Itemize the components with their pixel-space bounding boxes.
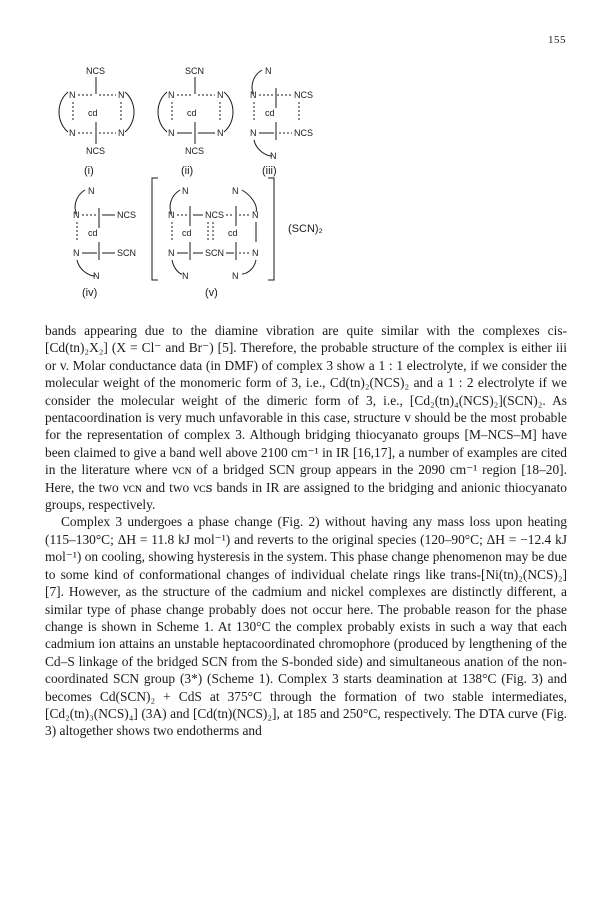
ligand-scn-iv: SCN	[117, 248, 137, 258]
paragraph-2: Complex 3 undergoes a phase change (Fig. 2) without having any mass loss upon heating (115–130°C; ΔH = 11.8 kJ mol⁻¹) and reverts to the original species (120–90°C; ΔH = −12.4 kJ mol⁻¹) on cooling, showing hysteresis in the system. This phase change phenomenon may be due to some kind of conformational changes of individual chelate rings like trans-[Ni(tn)₂(NCS)₂] [7]. However, as the structure of the cadmium and nickel complexes are distinctly different, a similar type of phase change probably does not occur here. The probable reason for the phase change is shown in Scheme 1. At 130°C the complex probably exists in such a way that each cadmium ion attains an unstable heptacoordinated chromophore (produced by lengthening of the Cd–S linkage of the bridged SCN from the S-bonded side) and simultaneous anation of the non-coordinated SCN group (3*) (Scheme 1). Complex 3 starts deamination at 138°C (Fig. 3) and becomes Cd(SCN)₂ + CdS at 375°C through the formation of two stable intermediates, [Cd₂(tn)₃(NCS)₄] (3A) and [Cd(tn)(NCS)₂], at 185 and 250°C, respectively. The DTA curve (Fig. 3) altogether shows two endotherms and	[45, 514, 567, 739]
structure-diagram	[0, 60, 596, 300]
label-ii: (ii)	[181, 165, 194, 177]
body-text	[45, 322, 567, 740]
svg-text:N: N	[232, 271, 239, 281]
structure-i	[59, 66, 134, 177]
ligand-top-ii: SCN	[185, 66, 205, 76]
svg-text:N: N	[118, 128, 125, 138]
structure-iv	[73, 186, 136, 299]
ligand-ncs-a-iii: NCS	[294, 90, 314, 100]
ligand-bottom-ii: NCS	[185, 146, 205, 156]
metal-iv: cd	[88, 228, 98, 238]
ligand-top-i: NCS	[86, 66, 106, 76]
structure-iii	[250, 66, 313, 177]
svg-text:N: N	[232, 186, 239, 196]
n-bottom-iv: N	[93, 271, 100, 281]
svg-text:N: N	[168, 90, 175, 100]
svg-text:N: N	[252, 210, 259, 220]
ligand-bottom-i: NCS	[86, 146, 106, 156]
svg-text:N: N	[168, 128, 175, 138]
svg-text:N: N	[69, 90, 76, 100]
label-i: (i)	[84, 165, 94, 177]
metal-ii: cd	[187, 108, 197, 118]
svg-text:N: N	[217, 128, 224, 138]
svg-text:N: N	[118, 90, 125, 100]
ligand-ncs-b-iii: NCS	[294, 128, 314, 138]
ligand-ncs-iv: NCS	[117, 210, 137, 220]
svg-text:N: N	[168, 248, 175, 258]
metal-v-right: cd	[228, 228, 238, 238]
paragraph-1: bands appearing due to the diamine vibration are quite similar with the complexes cis-[Cd(tn)₂X₂] (X = Cl⁻ and Br⁻) [5]. Therefore, the probable structure of the complex is either iii or v. Molar conductance data (in DMF) of complex 3 show a 1 : 1 electrolyte, if we consider the molecular weight of the monomeric form of 3, i.e., Cd(tn)₂(NCS)₂ and a 1 : 2 electrolyte if we consider the molecular weight of the dimeric form of 3, i.e., [Cd₂(tn)₄(NCS)₂](SCN)₂. As pentacoordination is very much unfavorable in this case, structure v should be the most probable for the representation of complex 3. Although bridging thiocyanato groups [M–NCS–M] have been claimed to give a band well above 2100 cm⁻¹ in IR [16,17], a number of examples are cited in the literature where νᴄɴ of a bridged SCN group appears in the 2090 cm⁻¹ region [18–20]. Here, the two νᴄɴ and two νᴄꜱ bands in IR are assigned to the bridging and anionic thiocyanato groups, respectively.	[45, 323, 567, 513]
svg-text:N: N	[73, 248, 80, 258]
metal-v-left: cd	[182, 228, 192, 238]
label-iii: (iii)	[262, 165, 277, 177]
structure-figures	[0, 60, 596, 300]
label-iv: (iv)	[82, 287, 98, 299]
structure-ii	[158, 66, 233, 177]
svg-text:N: N	[168, 210, 175, 220]
counterion-v: (SCN)₂	[288, 223, 323, 235]
svg-text:N: N	[250, 90, 257, 100]
svg-text:N: N	[217, 90, 224, 100]
n-bottom-iii: N	[270, 151, 277, 161]
metal-i: cd	[88, 108, 98, 118]
metal-iii: cd	[265, 108, 275, 118]
bridge-ncs-v: NCS	[205, 210, 225, 220]
svg-text:N: N	[250, 128, 257, 138]
svg-text:N: N	[182, 271, 189, 281]
structure-v	[152, 178, 323, 299]
svg-text:N: N	[69, 128, 76, 138]
n-top-iv: N	[88, 186, 95, 196]
svg-text:N: N	[182, 186, 189, 196]
svg-text:N: N	[252, 248, 259, 258]
label-v: (v)	[205, 287, 218, 299]
n-top-iii: N	[265, 66, 272, 76]
bridge-scn-v: SCN	[205, 248, 225, 258]
svg-text:N: N	[73, 210, 80, 220]
page-number: 155	[548, 34, 566, 46]
